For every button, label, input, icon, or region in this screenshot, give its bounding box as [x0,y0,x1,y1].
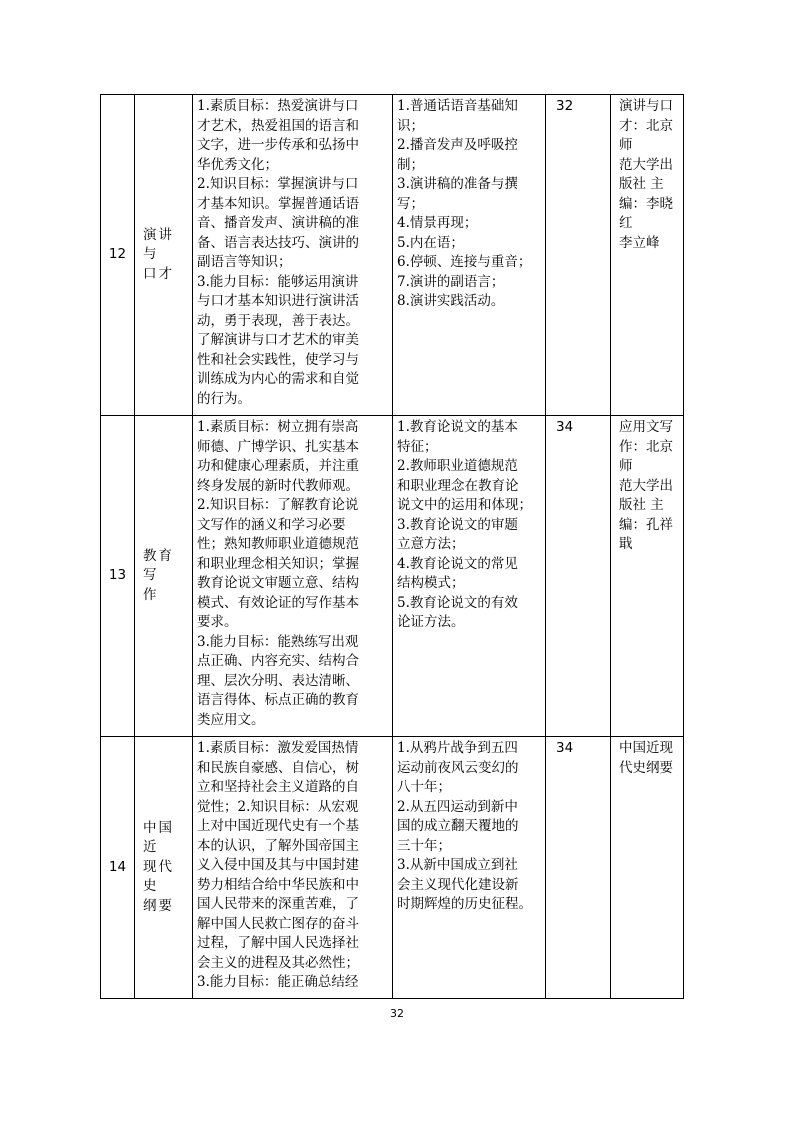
course-name: 中国近 现代史 纲要 [135,737,193,999]
course-textbook: 中国近现 代史纲要 [611,737,684,999]
course-content: 1.普通话语音基础知 识； 2.播音发声及呼吸控 制； 3.演讲稿的准备与撰 写； 4.情景再现； 5.内在语； 6.停顿、连接与重音； 7.演讲的副语言； 8.演讲实践活动。 [393,95,546,416]
course-number: 14 [101,737,135,999]
course-textbook: 应用文写 作：北京师 范大学出 版社 主 编：孔祥戢 [611,416,684,737]
course-number: 13 [101,416,135,737]
course-number: 12 [101,95,135,416]
course-goals: 1.素质目标：激发爱国热情 和民族自豪感、自信心，树 立和坚持社会主义道路的自 觉性；2.知识目标：从宏观 上对中国近现代史有一个基 本的认识，了解外国帝国主 义入侵中国及其与中国封建 势力相结合给中华民族和中 国人民带来的深重苦难，了 解中国人民救亡图存的奋斗 过程，了解中国人民选择社 会主义的进程及其必然性； 3.能力目标：能正确总结经 [193,737,393,999]
course-name: 教育写 作 [135,416,193,737]
table-row [101,416,684,737]
course-goals: 1.素质目标：树立拥有崇高 师德、广博学识、扎实基本 功和健康心理素质，并注重 终身发展的新时代教师观。 2.知识目标：了解教育论说 文写作的涵义和学习必要 性；熟知教师职业道德规范 和职业理念相关知识；掌握 教育论说文审题立意、结构 模式、有效论证的写作基本 要求。 3.能力目标：能熟练写出观 点正确、内容充实、结构合 理、层次分明、表达清晰、 语言得体、标点正确的教育 类应用文。 [193,416,393,737]
course-hours: 34 [546,416,611,737]
course-hours: 32 [546,95,611,416]
course-table [100,94,684,999]
table-row [101,737,684,999]
table-row [101,95,684,416]
course-content: 1.从鸦片战争到五四 运动前夜风云变幻的 八十年； 2.从五四运动到新中 国的成立翻天覆地的 三十年； 3.从新中国成立到社 会主义现代化建设新 时期辉煌的历史征程。 [393,737,546,999]
course-name: 演讲与 口才 [135,95,193,416]
page-number: 32 [390,1007,404,1020]
course-textbook: 演讲与口 才：北京师 范大学出 版社 主 编：李晓红 李立峰 [611,95,684,416]
course-hours: 34 [546,737,611,999]
course-content: 1.教育论说文的基本 特征； 2.教师职业道德规范 和职业理念在教育论 说文中的运用和体现； 3.教育论说文的审题 立意方法； 4.教育论说文的常见 结构模式； 5.教育论说文的有效 论证方法。 [393,416,546,737]
course-goals: 1.素质目标：热爱演讲与口 才艺术，热爱祖国的语言和 文字，进一步传承和弘扬中 华优秀文化； 2.知识目标：掌握演讲与口 才基本知识。掌握普通话语 音、播音发声、演讲稿的准 备、语言表达技巧、演讲的 副语言等知识； 3.能力目标：能够运用演讲 与口才基本知识进行演讲活 动，勇于表现，善于表达。 了解演讲与口才艺术的审美 性和社会实践性，使学习与 训练成为内心的需求和自觉 的行为。 [193,95,393,416]
